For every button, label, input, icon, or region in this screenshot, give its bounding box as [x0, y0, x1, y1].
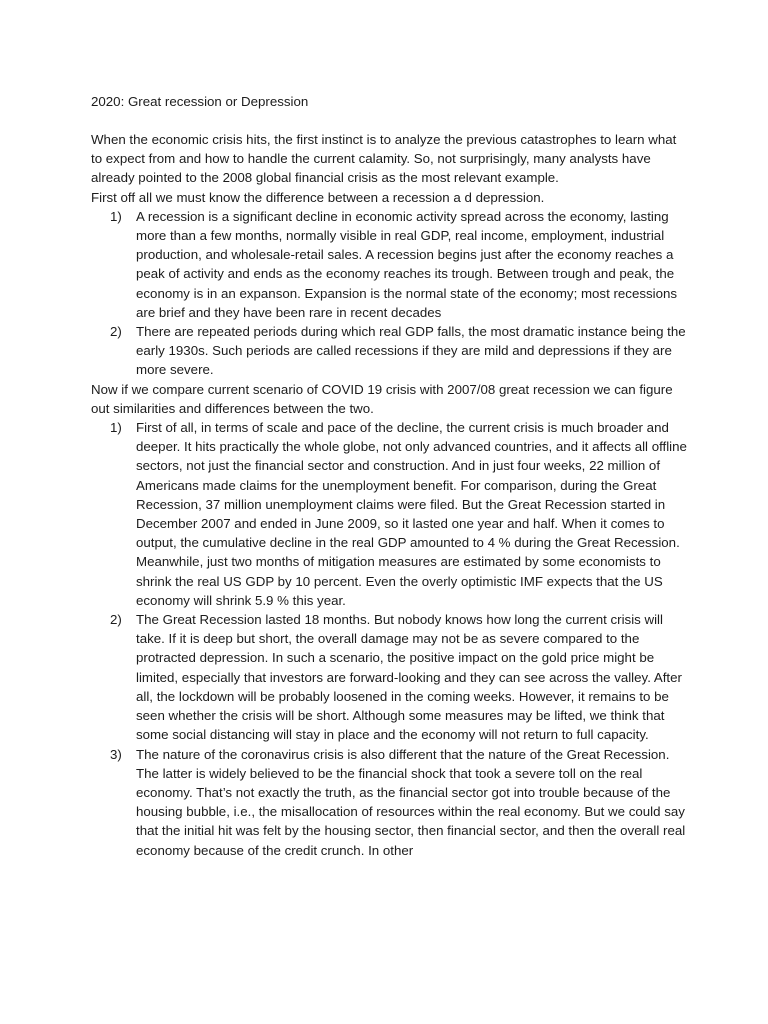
definitions-list	[91, 207, 691, 380]
list-item	[91, 207, 691, 322]
list-item	[91, 745, 691, 860]
intro-paragraph: When the economic crisis hits, the first instinct is to analyze the previous catastrophes to learn what to expect from and how to handle the current calamity. So, not surprisingly, many analysts have already pointed to the 2008 global financial crisis as the most relevant example.	[91, 132, 677, 186]
document-title: 2020: Great recession or Depression	[91, 94, 309, 109]
comparisons-list	[91, 418, 691, 860]
list-item-text: A recession is a significant decline in economic activity spread across the economy, lasting more than a few months, normally visible in real GDP, real income, employment, industrial production, and wholesale-retail sales. A recession begins just after the economy reaches a peak of activity and ends as the economy reaches its trough. Between trough and peak, the economy is in an expanson. Expansion is the normal state of the economy; most recessions are brief and they have been rare in recent decades	[136, 208, 678, 320]
list-item	[91, 418, 691, 610]
list-item-number: 1)	[110, 208, 122, 224]
list-item-number: 3)	[110, 746, 122, 762]
list-item-number: 2)	[110, 612, 122, 628]
list-item-text: The Great Recession lasted 18 months. But nobody knows how long the current crisis will take. If it is deep but short, the overall damage may not be as severe compared to the protracted depression. In such a scenario, the positive impact on the gold price might be limited, especially that investors are forward-looking and they can see across the valley. After all, the lockdown will be probably loosened in the coming weeks. However, it remains to be seen whether the crisis will be short. Although some measures may be lifted, we think that some social distancing will stay in place and the economy will not return to full capacity.	[136, 612, 682, 743]
list-item-text: First of all, in terms of scale and pace of the decline, the current crisis is much broader and deeper. It hits practically the whole globe, not only advanced countries, and it affects all offline sectors, not just the financial sector and construction. And in just four weeks, 22 million of Americans made claims for the unemployment benefit. For comparison, during the Great Recession, 37 million unemployment claims were filed. But the Great Recession started in December 2007 and ended in June 2009, so it lasted one year and half. When it comes to output, the cumulative decline in the real GDP amounted to 4 % during the Great Recession. Meanwhile, just two months of mitigation measures are estimated by some economists to shrink the real US GDP by 10 percent. Even the overly optimistic IMF expects that the US economy will shrink 5.9 % this year.	[136, 420, 687, 608]
list-item-number: 2)	[110, 324, 122, 340]
list-item	[91, 322, 691, 380]
list-item	[91, 610, 691, 744]
definition-lead: First off all we must know the difference between a recession a d depression.	[91, 189, 545, 205]
list-item-number: 1)	[110, 420, 122, 436]
comparison-lead: Now if we compare current scenario of COVID 19 crisis with 2007/08 great recession we can figure out similarities and differences between the two.	[91, 381, 673, 416]
document-body	[91, 130, 691, 860]
list-item-text: The nature of the coronavirus crisis is also different that the nature of the Great Recession. The latter is widely believed to be the financial shock that took a severe toll on the real economy. That’s not exactly the truth, as the financial sector got into trouble because of the housing bubble, i.e., the misallocation of resources within the real economy. But we could say that the initial hit was felt by the housing sector, then financial sector, and then the overall real economy because of the credit crunch. In other	[136, 746, 686, 858]
list-item-text: There are repeated periods during which real GDP falls, the most dramatic instance being the early 1930s. Such periods are called recessions if they are mild and depressions if they are more severe.	[136, 324, 686, 378]
